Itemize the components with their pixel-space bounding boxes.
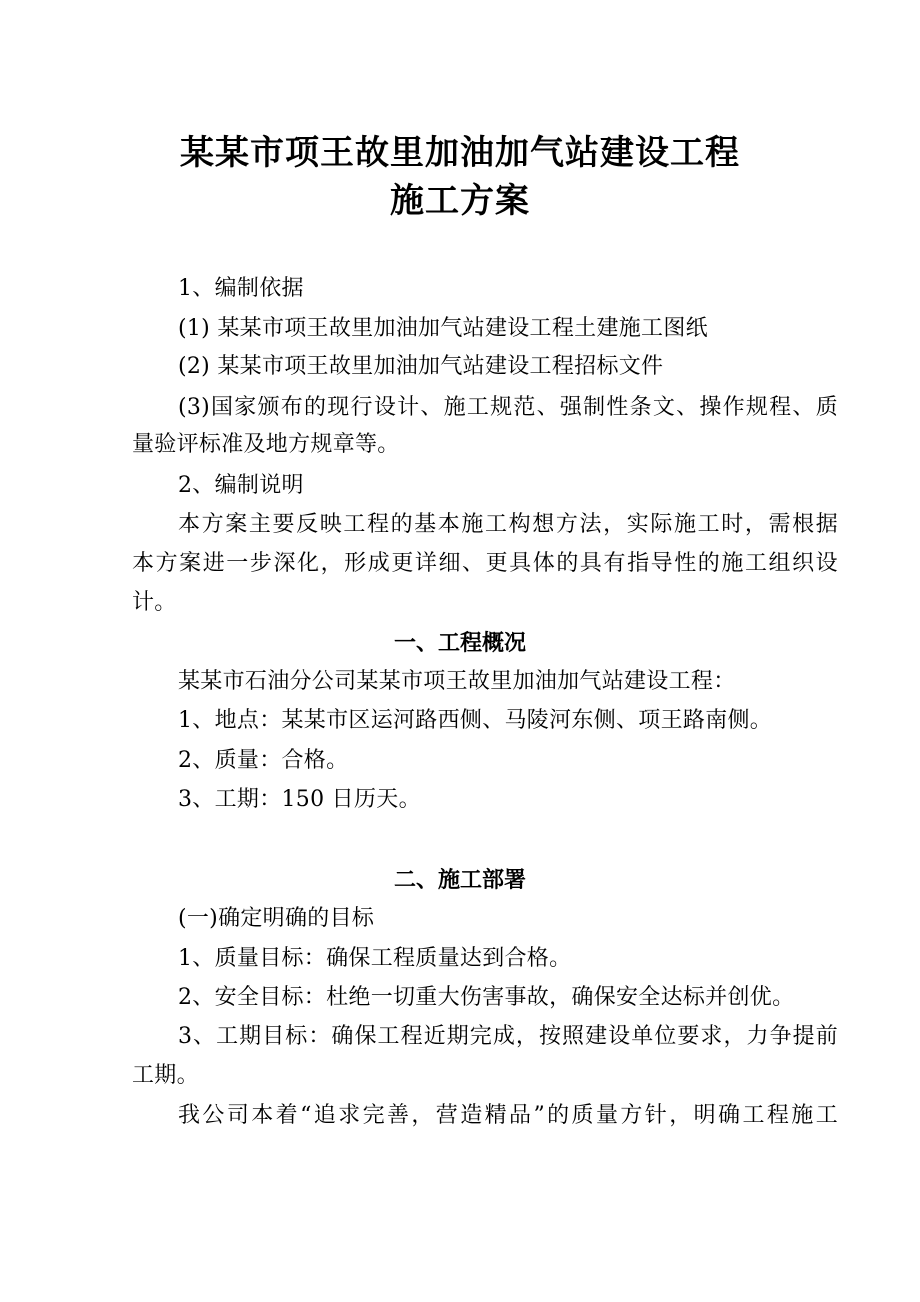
section1-item-2: (2) 某某市项王故里加油加气站建设工程招标文件 xyxy=(178,354,664,379)
section1-item-3-continued: 量验评标准及地方规章等。 xyxy=(132,432,400,457)
part2-heading: 二、施工部署 xyxy=(393,867,526,893)
section1-item-1: (1) 某某市项王故里加油加气站建设工程土建施工图纸 xyxy=(178,316,708,341)
part1-heading: 一、工程概况 xyxy=(393,630,526,656)
section1-item-3: (3)国家颁布的现行设计、施工规范、强制性条文、操作规程、质 xyxy=(178,395,838,420)
section2-para-line-1: 本方案主要反映工程的基本施工构想方法，实际施工时，需根据 xyxy=(178,512,838,537)
section2-para-line-3: 计。 xyxy=(132,590,177,615)
section2-heading: 2、编制说明 xyxy=(178,473,304,498)
part2-line-3-continued: 工期。 xyxy=(132,1063,199,1088)
part1-line-2: 1、地点：某某市区运河路西侧、马陵河东侧、项王路南侧。 xyxy=(178,708,773,733)
part1-line-1: 某某市石油分公司某某市项王故里加油加气站建设工程： xyxy=(178,669,736,694)
document-title-line2: 施工方案 xyxy=(390,181,530,221)
part1-line-3: 2、质量：合格。 xyxy=(178,748,349,773)
part2-line-3: 3、工期目标：确保工程近期完成，按照建设单位要求，力争提前 xyxy=(178,1024,838,1049)
document-title-line1: 某某市项王故里加油加气站建设工程 xyxy=(180,133,740,173)
part2-line-5: 我公司本着“追求完善，营造精品”的质量方针，明确工程施工 xyxy=(178,1103,838,1128)
part2-line-1: 1、质量目标：确保工程质量达到合格。 xyxy=(178,946,572,971)
section2-para-line-2: 本方案进一步深化，形成更详细、更具体的具有指导性的施工组织设 xyxy=(132,551,838,576)
part1-line-4: 3、工期：150 日历天。 xyxy=(178,787,421,812)
part2-line-2: 2、安全目标：杜绝一切重大伤害事故，确保安全达标并创优。 xyxy=(178,985,795,1010)
section1-heading: 1、编制依据 xyxy=(178,276,304,301)
part2-sub-heading: (一)确定明确的目标 xyxy=(178,906,375,931)
